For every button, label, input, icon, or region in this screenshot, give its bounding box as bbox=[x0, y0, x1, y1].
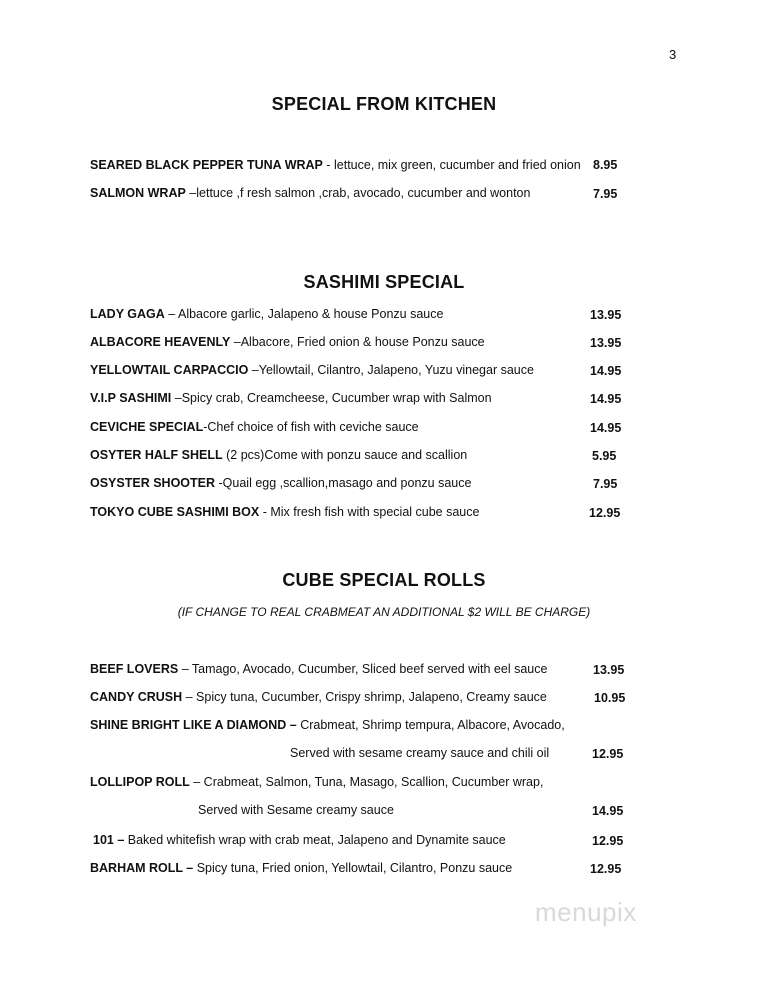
item-description: – Tamago, Avocado, Cucumber, Sliced beef served with eel sauce bbox=[178, 662, 548, 676]
item-name: 101 – bbox=[93, 833, 125, 847]
item-name: CEVICHE SPECIAL bbox=[90, 420, 204, 434]
item-price: 13.95 bbox=[593, 663, 625, 677]
item-name: OSYSTER SHOOTER bbox=[90, 476, 216, 490]
menu-item bbox=[90, 689, 547, 705]
item-price: 12.95 bbox=[590, 862, 622, 876]
item-name: OSYTER HALF SHELL bbox=[90, 448, 223, 462]
item-name: SHINE BRIGHT LIKE A DIAMOND – bbox=[90, 718, 297, 732]
item-description: – Spicy tuna, Cucumber, Crispy shrimp, Jalapeno, Creamy sauce bbox=[182, 690, 547, 704]
item-description: -Quail egg ,scallion,masago and ponzu sauce bbox=[215, 476, 472, 490]
menu-item bbox=[90, 661, 547, 677]
menu-item bbox=[90, 334, 485, 350]
item-description-continued: Served with sesame creamy sauce and chili oil bbox=[290, 746, 550, 760]
section-title-rolls: CUBE SPECIAL ROLLS bbox=[282, 570, 486, 590]
item-price: 14.95 bbox=[590, 421, 622, 435]
crabmeat-note: (IF CHANGE TO REAL CRABMEAT AN ADDITIONAL $2 WILL BE CHARGE) bbox=[177, 605, 591, 619]
menu-item bbox=[90, 419, 419, 435]
menu-item bbox=[90, 362, 534, 378]
item-price: 14.95 bbox=[592, 804, 624, 818]
item-name: BARHAM ROLL – bbox=[90, 861, 194, 875]
item-price: 12.95 bbox=[589, 506, 621, 520]
item-name: LADY GAGA bbox=[90, 307, 165, 321]
item-price: 13.95 bbox=[590, 308, 622, 322]
menu-item bbox=[90, 447, 467, 463]
menu-item bbox=[90, 717, 565, 733]
item-price: 13.95 bbox=[590, 336, 622, 350]
section-title-sashimi: SASHIMI SPECIAL bbox=[303, 272, 465, 292]
item-description: Crabmeat, Shrimp tempura, Albacore, Avocado, bbox=[296, 718, 565, 732]
item-name: SALMON WRAP bbox=[90, 186, 186, 200]
item-name: LOLLIPOP ROLL bbox=[90, 775, 190, 789]
item-description: Baked whitefish wrap with crab meat, Jalapeno and Dynamite sauce bbox=[124, 833, 506, 847]
item-description: - Mix fresh fish with special cube sauce bbox=[259, 505, 480, 519]
item-price: 10.95 bbox=[594, 691, 626, 705]
item-description: Spicy tuna, Fried onion, Yellowtail, Cilantro, Ponzu sauce bbox=[193, 861, 513, 875]
item-name: CANDY CRUSH bbox=[90, 690, 183, 704]
menu-item bbox=[90, 306, 443, 322]
item-description: (2 pcs)Come with ponzu sauce and scallion bbox=[222, 448, 468, 462]
menu-item bbox=[90, 504, 479, 520]
item-price: 5.95 bbox=[592, 449, 617, 463]
item-name: SEARED BLACK PEPPER TUNA WRAP bbox=[90, 158, 323, 172]
menu-item bbox=[90, 774, 543, 790]
item-description: -Chef choice of fish with ceviche sauce bbox=[203, 420, 419, 434]
page-number: 3 bbox=[669, 47, 677, 62]
item-description: – Albacore garlic, Jalapeno & house Ponzu sauce bbox=[164, 307, 444, 321]
item-price: 7.95 bbox=[593, 187, 618, 201]
menu-item bbox=[93, 832, 506, 848]
item-description-continued: Served with Sesame creamy sauce bbox=[198, 803, 394, 817]
menu-item bbox=[90, 860, 512, 876]
item-description: –Spicy crab, Creamcheese, Cucumber wrap with Salmon bbox=[171, 391, 492, 405]
menupix-watermark: menupix bbox=[535, 897, 637, 927]
item-price: 14.95 bbox=[590, 364, 622, 378]
item-price: 8.95 bbox=[593, 158, 618, 172]
item-price: 7.95 bbox=[593, 477, 618, 491]
item-price: 14.95 bbox=[590, 392, 622, 406]
item-price: 12.95 bbox=[592, 747, 624, 761]
item-price: 12.95 bbox=[592, 834, 624, 848]
menu-item bbox=[90, 185, 530, 201]
item-name: V.I.P SASHIMI bbox=[90, 391, 172, 405]
item-description: –lettuce ,f resh salmon ,crab, avocado, cucumber and wonton bbox=[185, 186, 531, 200]
menu-item bbox=[90, 475, 471, 491]
item-name: ALBACORE HEAVENLY bbox=[90, 335, 231, 349]
menu-item bbox=[90, 157, 581, 173]
item-description: – Crabmeat, Salmon, Tuna, Masago, Scallion, Cucumber wrap, bbox=[189, 775, 544, 789]
item-name: BEEF LOVERS bbox=[90, 662, 179, 676]
item-description: –Albacore, Fried onion & house Ponzu sauce bbox=[230, 335, 485, 349]
item-name: YELLOWTAIL CARPACCIO bbox=[90, 363, 249, 377]
section-title-kitchen: SPECIAL FROM KITCHEN bbox=[271, 94, 497, 114]
menu-item bbox=[90, 390, 492, 406]
item-description: - lettuce, mix green, cucumber and fried onion bbox=[322, 158, 581, 172]
item-name: TOKYO CUBE SASHIMI BOX bbox=[90, 505, 260, 519]
item-description: –Yellowtail, Cilantro, Jalapeno, Yuzu vinegar sauce bbox=[248, 363, 534, 377]
